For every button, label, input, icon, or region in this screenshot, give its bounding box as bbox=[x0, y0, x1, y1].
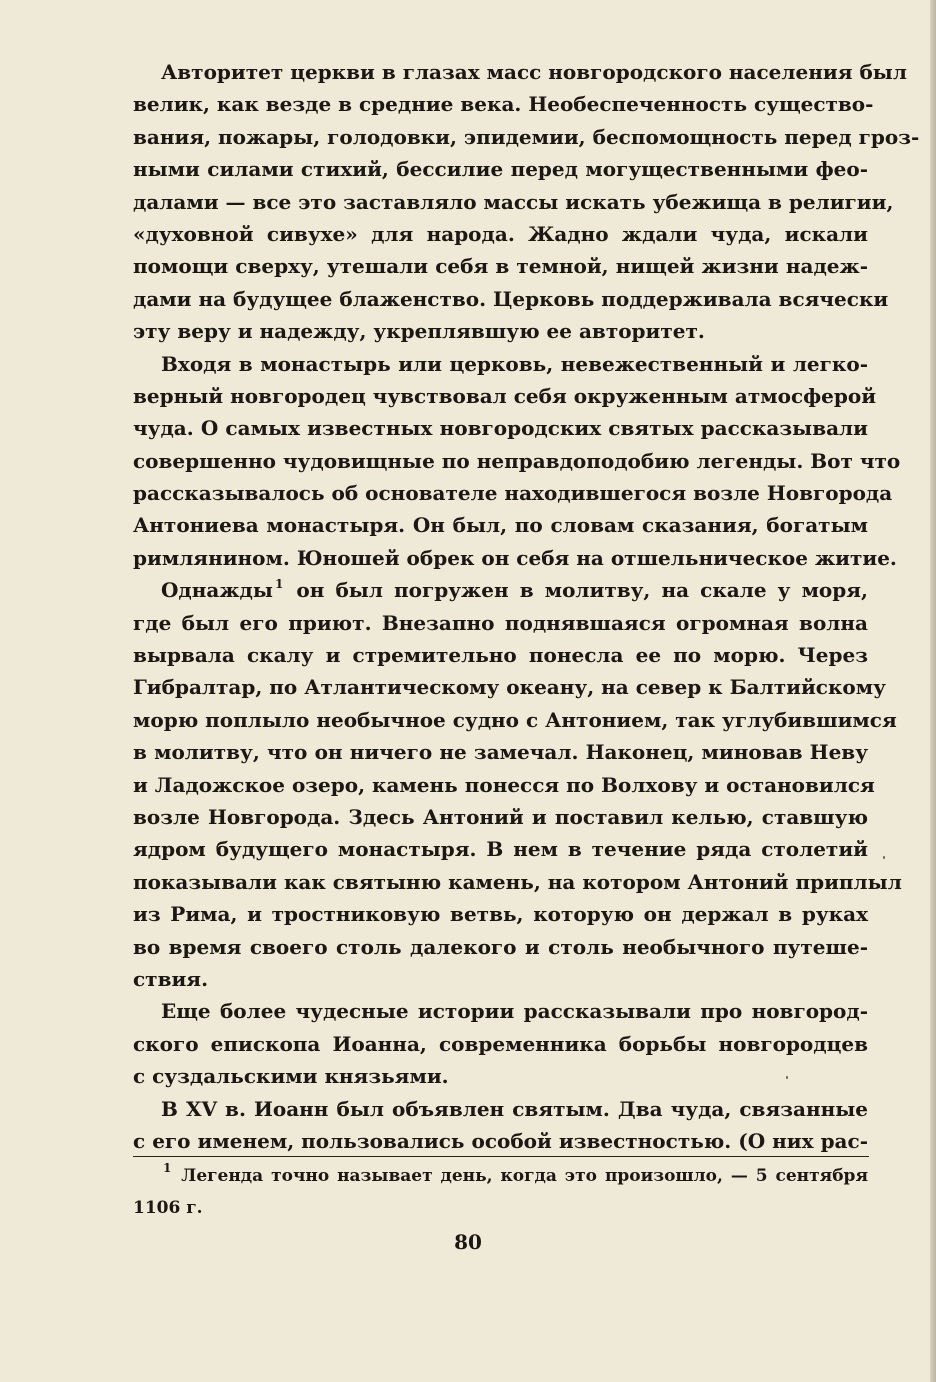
text-line: В XV в. Иоанн был объявлен святым. Два чуда, связанные bbox=[161, 1096, 868, 1121]
text-line: морю поплыло необычное судно с Антонием, так углубившимся bbox=[133, 707, 897, 732]
text-line: ными силами стихий, бессилие перед могущественными фео- bbox=[133, 157, 868, 182]
text-line: вырвала скалу и стремительно понесла ее по морю. Через bbox=[133, 643, 868, 668]
text-line: и Ладожское озеро, камень понесся по Волхову и остановился bbox=[133, 772, 875, 797]
text-line: рассказывалось об основателе находившегося возле Новгорода bbox=[133, 481, 893, 506]
footnote-line: 1106 г. bbox=[133, 1198, 203, 1218]
text-line: ядром будущего монастыря. В нем в течение ряда столетий bbox=[133, 837, 868, 862]
footnote-text: Легенда точно называет день, когда это произошло, — 5 сентября bbox=[181, 1166, 868, 1186]
text-line: Антониева монастыря. Он был, по словам сказания, богатым bbox=[133, 513, 868, 538]
text-line: велик, как везде в средние века. Необеспеченность существо- bbox=[133, 92, 874, 117]
footnote-divider bbox=[133, 1156, 869, 1157]
footnote-number: 1 bbox=[163, 1161, 172, 1175]
text-line: далами — все это заставляло массы искать убежища в религии, bbox=[133, 189, 894, 214]
footnote bbox=[133, 1160, 868, 1224]
text-line: с суздальскими князьями. bbox=[133, 1064, 449, 1089]
text-line: эту веру и надежду, укреплявшую ее авторитет. bbox=[133, 319, 705, 344]
text-line: из Рима, и тростниковую ветвь, которую он держал в руках bbox=[133, 902, 868, 927]
text-line: показывали как святыню камень, на котором Антоний приплыл bbox=[133, 869, 902, 894]
page-number: 80 bbox=[454, 1230, 482, 1254]
text-line: где был его приют. Внезапно поднявшаяся огромная волна bbox=[133, 610, 868, 635]
text-fragment: он был погружен в молитву, на скале у моря, bbox=[296, 578, 868, 603]
page-edge bbox=[930, 0, 936, 1382]
print-speck bbox=[786, 1076, 788, 1079]
text-line: Входя в монастырь или церковь, невежественный и легко- bbox=[161, 351, 868, 376]
text-line: дами на будущее блаженство. Церковь поддерживала всячески bbox=[133, 286, 889, 311]
text-line: ствия. bbox=[133, 966, 209, 991]
text-line: в молитву, что он ничего не замечал. Наконец, миновав Неву bbox=[133, 740, 868, 765]
text-line: во время своего столь далекого и столь необычного путеше- bbox=[133, 934, 868, 959]
text-line: с его именем, пользовались особой известностью. (О них рас- bbox=[133, 1128, 868, 1153]
text-line: Еще более чудесные истории рассказывали про новгород- bbox=[161, 999, 868, 1024]
text-line: Авторитет церкви в глазах масс новгородского населения был bbox=[161, 60, 907, 84]
footnote-marker: 1 bbox=[274, 577, 284, 592]
text-line: чуда. О самых известных новгородских святых рассказывали bbox=[133, 416, 868, 441]
text-line: возле Новгорода. Здесь Антоний и поставил келью, ставшую bbox=[133, 804, 868, 829]
footnote-line bbox=[133, 1160, 868, 1192]
text-line: «духовной сивухе» для народа. Жадно ждали чуда, искали bbox=[133, 221, 868, 246]
print-speck bbox=[883, 856, 885, 859]
text-line: Гибралтар, по Атлантическому океану, на север к Балтийскому bbox=[133, 675, 886, 700]
text-line: помощи сверху, утешали себя в темной, нищей жизни надеж- bbox=[133, 254, 868, 279]
text-line: совершенно чудовищные по неправдоподобию легенды. Вот что bbox=[133, 448, 901, 473]
text-line: верный новгородец чувствовал себя окруженным атмосферой bbox=[133, 383, 877, 408]
text-fragment: Однажды bbox=[161, 578, 273, 603]
text-line: ского епископа Иоанна, современника борьбы новгородцев bbox=[133, 1031, 868, 1056]
text-line: вания, пожары, голодовки, эпидемии, беспомощность перед гроз- bbox=[133, 124, 920, 149]
body-text bbox=[133, 56, 920, 1157]
text-line: римлянином. Юношей обрек он себя на отшельническое житие. bbox=[133, 545, 897, 570]
text-line-with-footnote bbox=[133, 574, 868, 606]
